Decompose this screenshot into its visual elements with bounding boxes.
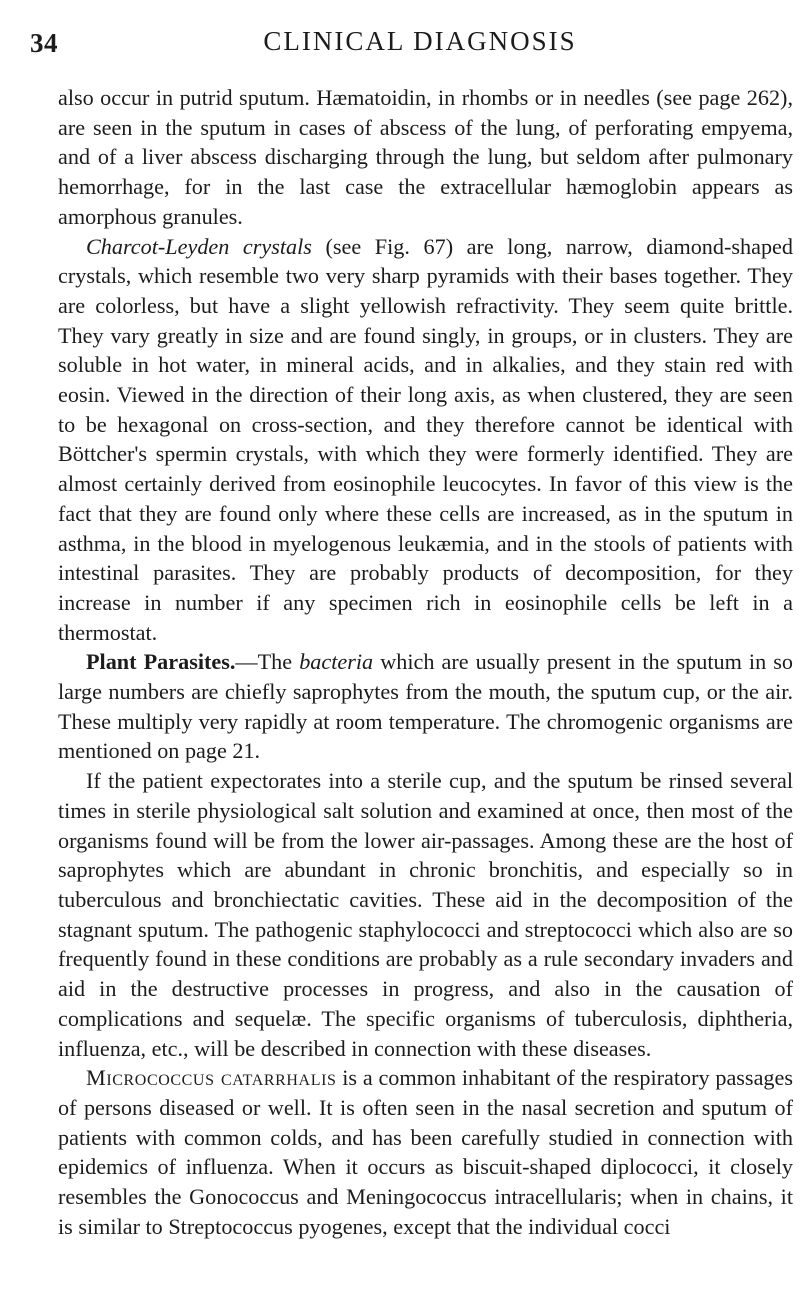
term-micrococcus-catarrhalis: Micrococcus catarrhalis: [86, 1065, 337, 1091]
paragraph-haematoidin: also occur in putrid sputum. Hæmatoidin, in rhombs or in needles (see page 262), are seen in the sputum in cases of abscess of the lung, of perforating empyema, and of a liver abscess discharging through the lung, but seldom after pulmonary hemorrhage, for in the last case the extracellular hæmoglobin appears as amorphous granules.: [58, 85, 793, 229]
running-title: CLINICAL DIAGNOSIS: [263, 26, 577, 56]
paragraph-plant-parasites: [58, 647, 793, 766]
dash-the: —The: [235, 649, 300, 675]
paragraph-plant-parasites-text: which are usually present in the sputum in so large numbers are chiefly saprophytes from the mouth, the sputum cup, or the air. These multiply very rapidly at room temperature. The chromogenic organisms are mentioned on page 21.: [58, 649, 793, 764]
paragraph-charcot-leyden: [58, 232, 793, 648]
paragraph-micrococcus: [58, 1063, 793, 1241]
heading-plant-parasites: Plant Parasites.: [86, 649, 236, 675]
body-text: [58, 83, 793, 1241]
page-number: 34: [30, 28, 58, 58]
paragraph-micrococcus-text: is a common inhabitant of the respiratory passages of persons diseased or well. It is often seen in the nasal secretion and sputum of patients with common colds, and has been carefully studied in connection with epidemics of influenza. When it occurs as biscuit-shaped diplococci, it closely resembles the Gonococcus and Meningococcus intracellularis; when in chains, it is similar to Streptococcus pyogenes, except that the individual cocci: [58, 1065, 793, 1239]
paragraph-sterile-cup: If the patient expectorates into a sterile cup, and the sputum be rinsed several times in sterile physiological salt solution and examined at once, then most of the organisms found will be from the lower air-passages. Among these are the host of saprophytes which are abundant in chronic bronchitis, and especially so in tuberculous and bronchiectatic cavities. These aid in the decomposition of the stagnant sputum. The pathogenic staphylococci and streptococci which also are so frequently found in these conditions are probably as a rule secondary invaders and aid in the destructive processes in progress, and also in the causation of complications and sequelæ. The specific organisms of tuberculosis, diphtheria, influenza, etc., will be described in connection with these diseases.: [58, 768, 793, 1061]
term-bacteria: bacteria: [299, 649, 374, 675]
paragraph-charcot-leyden-text: (see Fig. 67) are long, narrow, diamond-shaped crystals, which resemble two very sharp pyramids with their bases together. They are colorless, but have a slight yellowish refractivity. They seem quite brittle. They vary greatly in size and are found singly, in groups, or in clusters. They are soluble in hot water, in mineral acids, and in alkalies, and they stain red with eosin. Viewed in the direction of their long axis, as when clustered, they are seen to be hexagonal on cross-section, and they therefore cannot be identical with Böttcher's spermin crystals, with which they were formerly identified. They are almost certainly derived from eosinophile leucocytes. In favor of this view is the fact that they are found only where these cells are increased, as in the sputum in asthma, in the blood in myelogenous leukæmia, and in the stools of patients with intestinal parasites. They are probably products of decomposition, for they increase in number if any specimen rich in eosinophile cells be left in a thermostat.: [58, 233, 793, 645]
term-charcot-leyden-crystals: Charcot-Leyden crystals: [86, 233, 312, 259]
